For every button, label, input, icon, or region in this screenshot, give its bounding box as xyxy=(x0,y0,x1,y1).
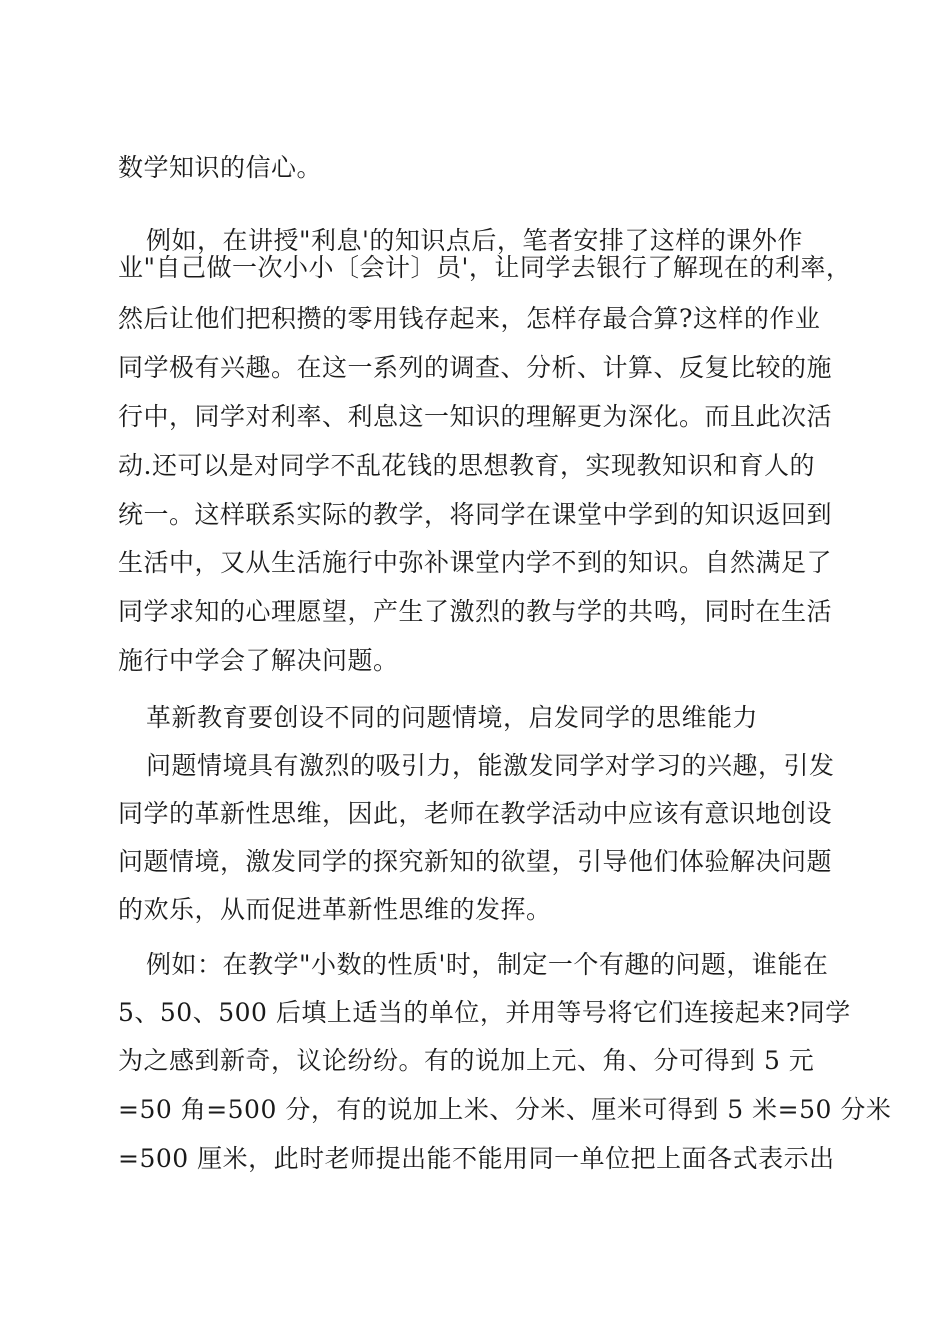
text-line: 同学极有兴趣。在这一系列的调查、分析、计算、反复比较的施 xyxy=(118,353,833,382)
text-line: 问题情境，激发同学的探究新知的欲望，引导他们体验解决问题 xyxy=(118,847,833,876)
text-line: 业"自己做一次小小〔会计〕员'，让同学去银行了解现在的利率， xyxy=(118,253,852,282)
text-line: 数学知识的信心。 xyxy=(118,153,323,182)
text-line: =50 角=500 分，有的说加上米、分米、厘米可得到 5 米=50 分米 xyxy=(118,1095,892,1124)
text-line: 同学的革新性思维，因此，老师在教学活动中应该有意识地创设 xyxy=(118,799,833,828)
paragraph-start-line: 问题情境具有激烈的吸引力，能激发同学对学习的兴趣，引发 xyxy=(146,751,835,780)
text-line: 然后让他们把积攒的零用钱存起来，怎样存最合算?这样的作业 xyxy=(118,304,821,333)
text-line: 同学求知的心理愿望，产生了激烈的教与学的共鸣，同时在生活 xyxy=(118,597,833,626)
text-line: 施行中学会了解决问题。 xyxy=(118,646,399,675)
text-line: 行中，同学对利率、利息这一知识的理解更为深化。而且此次活 xyxy=(118,402,833,431)
text-line: 动.还可以是对同学不乱花钱的思想教育，实现教知识和育人的 xyxy=(118,451,815,480)
text-line: =500 厘米，此时老师提出能不能用同一单位把上面各式表示出 xyxy=(118,1144,835,1173)
text-line: 的欢乐，从而促进革新性思维的发挥。 xyxy=(118,895,552,924)
text-line: 统一。这样联系实际的教学，将同学在课堂中学到的知识返回到 xyxy=(118,500,833,529)
section-heading: 革新教育要创设不同的问题情境，启发同学的思维能力 xyxy=(146,703,759,732)
text-line: 5、50、500 后填上适当的单位，并用等号将它们连接起来?同学 xyxy=(118,998,851,1027)
paragraph-start-line: 例如，在讲授"利息'的知识点后，笔者安排了这样的课外作 xyxy=(146,226,803,255)
text-line: 生活中，又从生活施行中弥补课堂内学不到的知识。自然满足了 xyxy=(118,548,833,577)
paragraph-start-line: 例如：在教学"小数的性质'时，制定一个有趣的问题，谁能在 xyxy=(146,950,829,979)
text-line: 为之感到新奇，议论纷纷。有的说加上元、角、分可得到 5 元 xyxy=(118,1046,815,1075)
